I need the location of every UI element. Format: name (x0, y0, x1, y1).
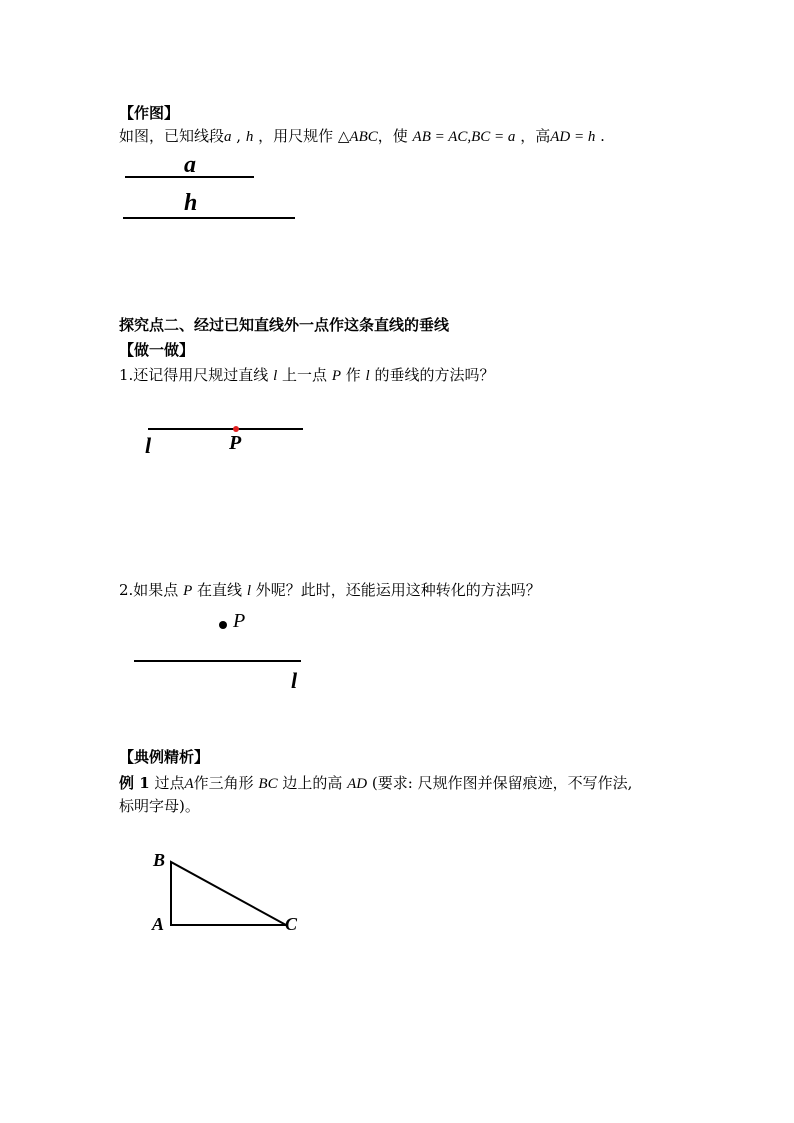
ex-text-pre: 过点 (149, 774, 185, 792)
text-comma: , (231, 127, 246, 145)
heading-zuotu: 【作图】 (119, 104, 180, 122)
condition-ad-h: AD = h (550, 129, 596, 145)
q1-text-mid: 上一点 (277, 366, 332, 384)
text-intro: 如图，已知线段 (119, 127, 225, 145)
question-2 (119, 581, 541, 600)
q2-var-l: l (246, 583, 251, 599)
q1-var-p: P (331, 368, 341, 384)
triangle-abc-figure (171, 862, 286, 925)
ex-text-mid: 作三角形 (193, 774, 259, 792)
heading-zuoyizuo: 【做一做】 (119, 341, 195, 359)
example-label: 例 1 (119, 774, 150, 792)
fig1-label-l: l (145, 433, 152, 458)
label-vertex-c: C (285, 914, 298, 934)
heading-dianli: 【典例精析】 (119, 748, 210, 766)
q2-text-pre: 2.如果点 (119, 581, 184, 599)
question-1 (119, 366, 494, 385)
ex-var-a: A (184, 776, 194, 792)
q1-text-pre: 1.还记得用尺规过直线 (119, 366, 274, 384)
label-h: h (184, 190, 198, 216)
q2-text-mid: 在直线 (192, 581, 247, 599)
var-h: h (245, 129, 254, 145)
ex-var-ad: AD (347, 776, 368, 792)
label-vertex-b: B (153, 850, 166, 870)
q1-var-l: l (273, 368, 278, 384)
fig1-label-p: P (229, 432, 242, 454)
example-1-line1 (119, 774, 632, 793)
ex-text-mid2: 边上的高 (277, 774, 348, 792)
q2-var-p: P (183, 583, 193, 599)
ex-text-end: (要求: 尺规作图并保留痕迹，不写作法, (367, 774, 633, 792)
q2-text-end: 外呢？此时，还能运用这种转化的方法吗？ (250, 581, 541, 599)
label-vertex-a: A (152, 914, 165, 934)
triangle-abc: △ABC (337, 129, 378, 145)
label-a: a (184, 152, 196, 178)
var-a: a (224, 129, 232, 145)
q1-text-mid2: 作 (340, 366, 366, 384)
ex-var-bc: BC (258, 776, 278, 792)
section-title-2: 探究点二、经过已知直线外一点作这条直线的垂线 (119, 316, 450, 334)
fig2-label-l: l (291, 668, 298, 693)
point-p-off-line (219, 621, 227, 629)
text-mid1: ，用尺规作 (253, 127, 338, 145)
text-end: . (595, 127, 605, 145)
example-1-line2: 标明字母)。 (119, 797, 200, 815)
text-mid3: ，高 (515, 127, 551, 145)
fig2-label-p: P (233, 610, 246, 632)
q1-var-l2: l (365, 368, 370, 384)
condition-ab-ac: AB = AC,BC = a (412, 129, 516, 145)
text-mid2: ，使 (377, 127, 413, 145)
q1-text-end: 的垂线的方法吗？ (369, 366, 495, 384)
